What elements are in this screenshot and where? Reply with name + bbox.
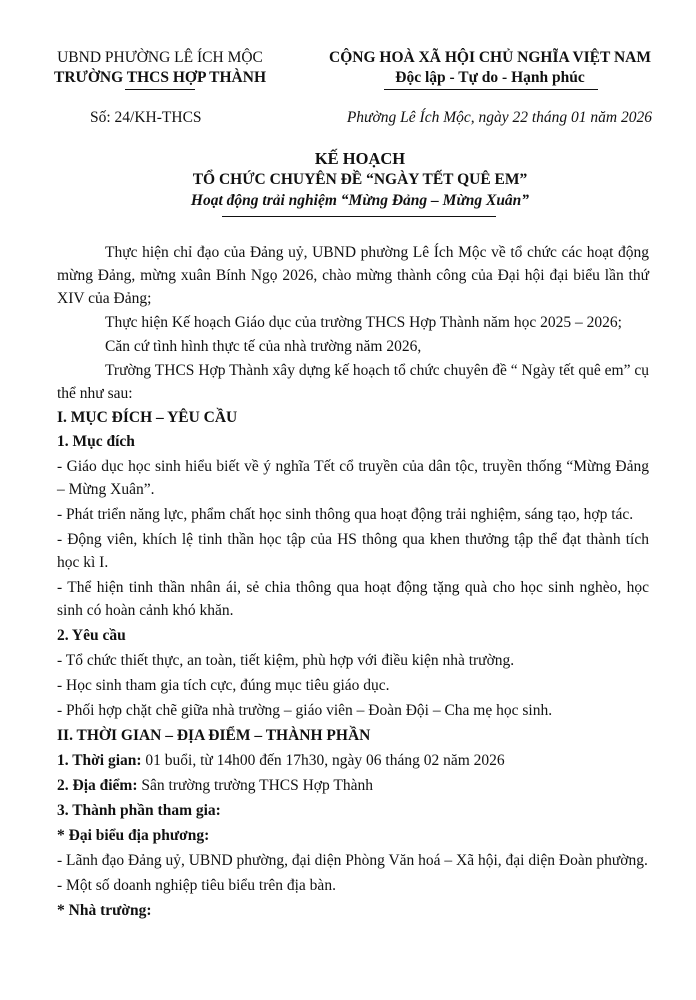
list-item: - Lãnh đạo Đảng uỷ, UBND phường, đại diện Phòng Văn hoá – Xã hội, đại diện Đoàn phường. <box>57 852 648 869</box>
document-number: Số: 24/KH-THCS <box>90 109 202 126</box>
place-label: 2. Địa điểm: <box>57 777 138 794</box>
issuer-underline <box>125 89 195 90</box>
document-title <box>0 148 696 211</box>
time-label: 1. Thời gian: <box>57 752 142 769</box>
list-item: - Thể hiện tinh thần nhân ái, sẻ chia thông qua hoạt động tặng quà cho học sinh nghèo, học sinh có hoàn cảnh khó khăn. <box>57 579 649 619</box>
issuer-authority: UBND PHƯỜNG LÊ ÍCH MỘC <box>57 49 263 66</box>
list-item: - Học sinh tham gia tích cực, đúng mục tiêu giáo dục. <box>57 677 390 694</box>
place-line <box>57 774 649 797</box>
section-heading: I. MỤC ĐÍCH – YÊU CẦU <box>57 409 238 426</box>
title-main: KẾ HOẠCH <box>314 149 406 168</box>
list-item: - Tổ chức thiết thực, an toàn, tiết kiệm, phù hợp với điều kiện nhà trường. <box>57 652 515 669</box>
time-value: 01 buổi, từ 14h00 đến 17h30, ngày 06 tháng 02 năm 2026 <box>141 752 505 769</box>
document-body <box>57 241 649 924</box>
title-topic: TỔ CHỨC CHUYÊN ĐỀ “NGÀY TẾT QUÊ EM” <box>192 171 528 188</box>
list-item: - Phối hợp chặt chẽ giữa nhà trường – giáo viên – Đoàn Đội – Cha mẹ học sinh. <box>57 702 553 719</box>
motto-underline <box>384 89 598 90</box>
list-item: - Một số doanh nghiệp tiêu biểu trên địa bàn. <box>57 877 336 894</box>
intro-paragraph: Thực hiện chỉ đạo của Đảng uỷ, UBND phường Lê Ích Mộc về tổ chức các hoạt động mừng Đảng, mừng xuân Bính Ngọ 2026, chào mừng thành công của Đại hội đại biểu lần thứ XIV của Đảng; <box>57 244 649 307</box>
issuer-block <box>40 48 280 88</box>
intro-paragraph: Căn cứ tình hình thực tế của nhà trường năm 2026, <box>105 338 422 355</box>
national-motto-block <box>290 48 690 88</box>
time-line <box>57 749 649 772</box>
title-subtitle: Hoạt động trải nghiệm “Mừng Đảng – Mừng Xuân” <box>190 192 530 209</box>
participants-heading: 3. Thành phần tham gia: <box>57 802 221 819</box>
title-underline <box>222 216 496 217</box>
subsection-heading: 1. Mục đích <box>57 433 135 450</box>
place-value: Sân trường trường THCS Hợp Thành <box>137 777 373 794</box>
national-title: CỘNG HOÀ XÃ HỘI CHỦ NGHĨA VIỆT NAM <box>329 49 651 66</box>
list-item: - Giáo dục học sinh hiểu biết về ý nghĩa Tết cổ truyền của dân tộc, truyền thống “Mừng Đảng – Mừng Xuân”. <box>57 458 649 498</box>
document-date: Phường Lê Ích Mộc, ngày 22 tháng 01 năm 2026 <box>346 109 652 126</box>
school-heading: * Nhà trường: <box>57 902 152 919</box>
issuer-school: TRƯỜNG THCS HỢP THÀNH <box>53 69 266 86</box>
national-motto: Độc lập - Tự do - Hạnh phúc <box>395 69 585 86</box>
list-item: - Phát triển năng lực, phẩm chất học sinh thông qua hoạt động trải nghiệm, sáng tạo, hợp tác. <box>57 506 634 523</box>
intro-paragraph: Thực hiện Kế hoạch Giáo dục của trường THCS Hợp Thành năm học 2025 – 2026; <box>105 314 622 331</box>
subsection-heading: 2. Yêu cầu <box>57 627 126 644</box>
local-delegates-heading: * Đại biểu địa phương: <box>57 827 210 844</box>
list-item: - Động viên, khích lệ tinh thần học tập của HS thông qua khen thưởng tập thể đạt thành tích học kì I. <box>57 531 649 571</box>
intro-paragraph: Trường THCS Hợp Thành xây dựng kế hoạch tổ chức chuyên đề “ Ngày tết quê em” cụ thể như sau: <box>57 362 649 402</box>
section-heading: II. THỜI GIAN – ĐỊA ĐIỂM – THÀNH PHẦN <box>57 727 371 744</box>
